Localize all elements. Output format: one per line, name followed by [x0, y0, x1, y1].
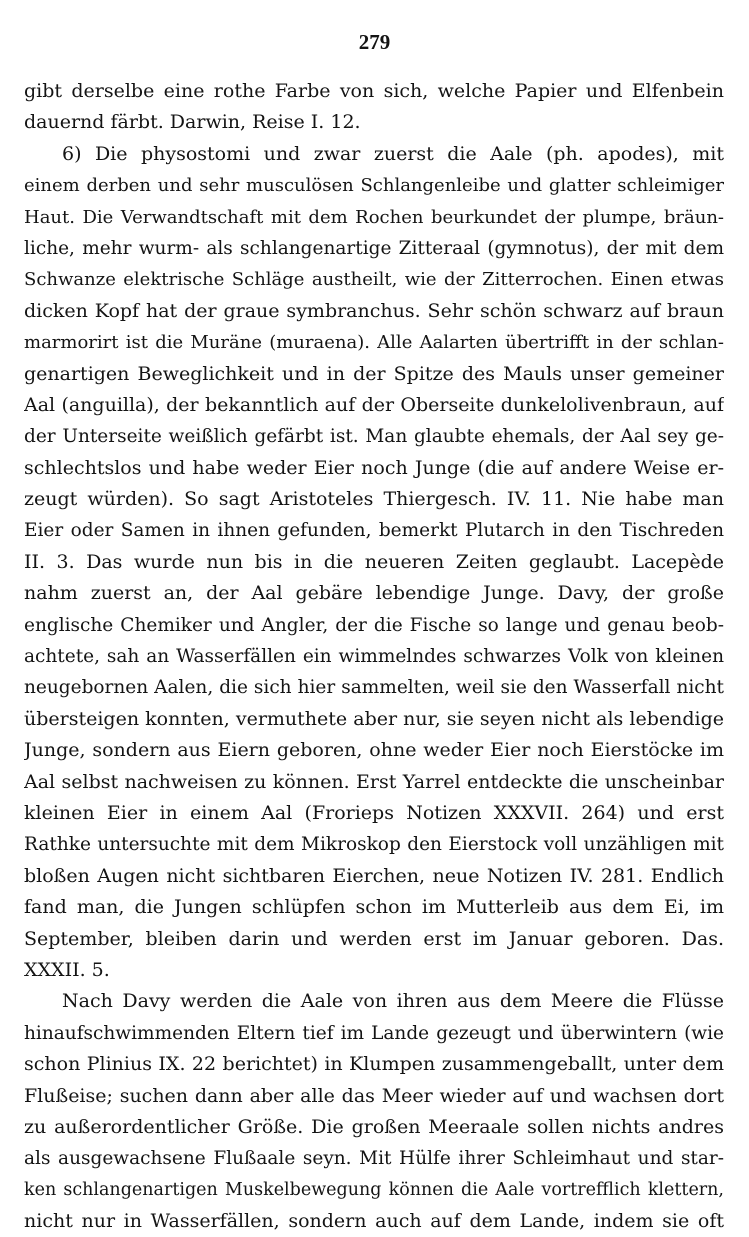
- text-line: Aal (anguilla), der bekanntlich auf der Oberseite dunkelolivenbraun, auf: [24, 393, 724, 416]
- text-line: englische Chemiker und Angler, der die Fische so lange und genau beob-: [24, 614, 724, 636]
- text-line: schon Plinius IX. 22 berichtet) in Klumpen zusammengeballt, unter dem: [24, 1053, 724, 1076]
- text-line: bloßen Augen nicht sichtbaren Eierchen, neue Notizen IV. 281. Endlich: [24, 864, 724, 887]
- text-line: nahm zuerst an, der Aal gebäre lebendige Junge. Davy, der große: [24, 582, 724, 605]
- text-line: dauernd färbt. Darwin, Reise I. 12.: [24, 111, 361, 134]
- text-line: der Unterseite weißlich gefärbt ist. Man glaubte ehemals, der Aal sey ge-: [24, 426, 724, 448]
- text-line: September, bleiben darin und werden erst im Januar geboren. Das.: [24, 927, 724, 950]
- text-line: Nach Davy werden die Aale von ihren aus dem Meere die Flüsse: [62, 990, 724, 1013]
- text-line: Haut. Die Verwandtschaft mit dem Rochen beurkundet der plumpe, bräun-: [24, 206, 724, 228]
- text-line: als ausgewachsene Flußaale seyn. Mit Hülfe ihrer Schleimhaut und star-: [24, 1148, 724, 1170]
- text-line: gibt derselbe eine rothe Farbe von sich, welche Papier und Elfenbein: [24, 80, 724, 102]
- text-line: fand man, die Jungen schlüpfen schon im Mutterleib aus dem Ei, im: [24, 896, 724, 919]
- text-line: Aal selbst nachweisen zu können. Erst Yarrel entdeckte die unscheinbar: [24, 770, 724, 793]
- text-line: Eier oder Samen in ihnen gefunden, bemerkt Plutarch in den Tischreden: [24, 520, 724, 542]
- text-line: nicht nur in Wasserfällen, sondern auch auf dem Lande, indem sie oft: [24, 1210, 724, 1233]
- text-line: Rathke untersuchte mit dem Mikroskop den Eierstock voll unzähligen mit: [24, 834, 724, 856]
- text-line: liche, mehr wurm- als schlangenartige Zitteraal (gymnotus), der mit dem: [24, 237, 724, 259]
- text-line: dicken Kopf hat der graue symbranchus. Sehr schön schwarz auf braun: [24, 299, 724, 322]
- text-line: hinaufschwimmenden Eltern tief im Lande gezeugt und überwintern (wie: [24, 1022, 724, 1044]
- text-line: genartigen Beweglichkeit und in der Spitze des Mauls unser gemeiner: [24, 362, 724, 385]
- text-line: zeugt würden). So sagt Aristoteles Thiergesch. IV. 11. Nie habe man: [24, 488, 724, 511]
- text-line: übersteigen konnten, vermuthete aber nur, sie seyen nicht als lebendige: [24, 707, 724, 730]
- text-line: 6) Die physostomi und zwar zuerst die Aale (ph. apodes), mit: [62, 142, 724, 165]
- text-line: Schwanze elektrische Schläge austheilt, wie der Zitterrochen. Einen etwas: [24, 269, 724, 291]
- text-line: neugebornen Aalen, die sich hier sammelten, weil sie den Wasserfall nicht: [24, 677, 724, 699]
- text-line: zu außerordentlicher Größe. Die großen Meeraale sollen nichts andres: [24, 1115, 724, 1138]
- text-line: II. 3. Das wurde nun bis in die neueren Zeiten geglaubt. Lacepède: [24, 550, 724, 573]
- text-line: Junge, sondern aus Eiern geboren, ohne weder Eier noch Eierstöcke im: [24, 739, 724, 762]
- text-line: einem derben und sehr musculösen Schlangenleibe und glatter schleimiger: [24, 175, 724, 197]
- text-line: XXXII. 5.: [24, 958, 110, 981]
- text-line: ken schlangenartigen Muskelbewegung können die Aale vortrefflich klettern,: [24, 1179, 724, 1200]
- body-text: [24, 76, 724, 1237]
- text-line: marmorirt ist die Muräne (muraena). Alle Aalarten übertrifft in der schlan-: [24, 332, 724, 354]
- text-line: schlechtslos und habe weder Eier noch Junge (die auf andere Weise er-: [24, 456, 724, 479]
- text-line: Flußeise; suchen dann aber alle das Meer wieder auf und wachsen dort: [24, 1084, 724, 1107]
- text-line: kleinen Eier in einem Aal (Frorieps Notizen XXXVII. 264) und erst: [24, 801, 724, 824]
- text-line: achtete, sah an Wasserfällen ein wimmelndes schwarzes Volk von kleinen: [24, 646, 724, 668]
- page-number: 279: [358, 30, 391, 54]
